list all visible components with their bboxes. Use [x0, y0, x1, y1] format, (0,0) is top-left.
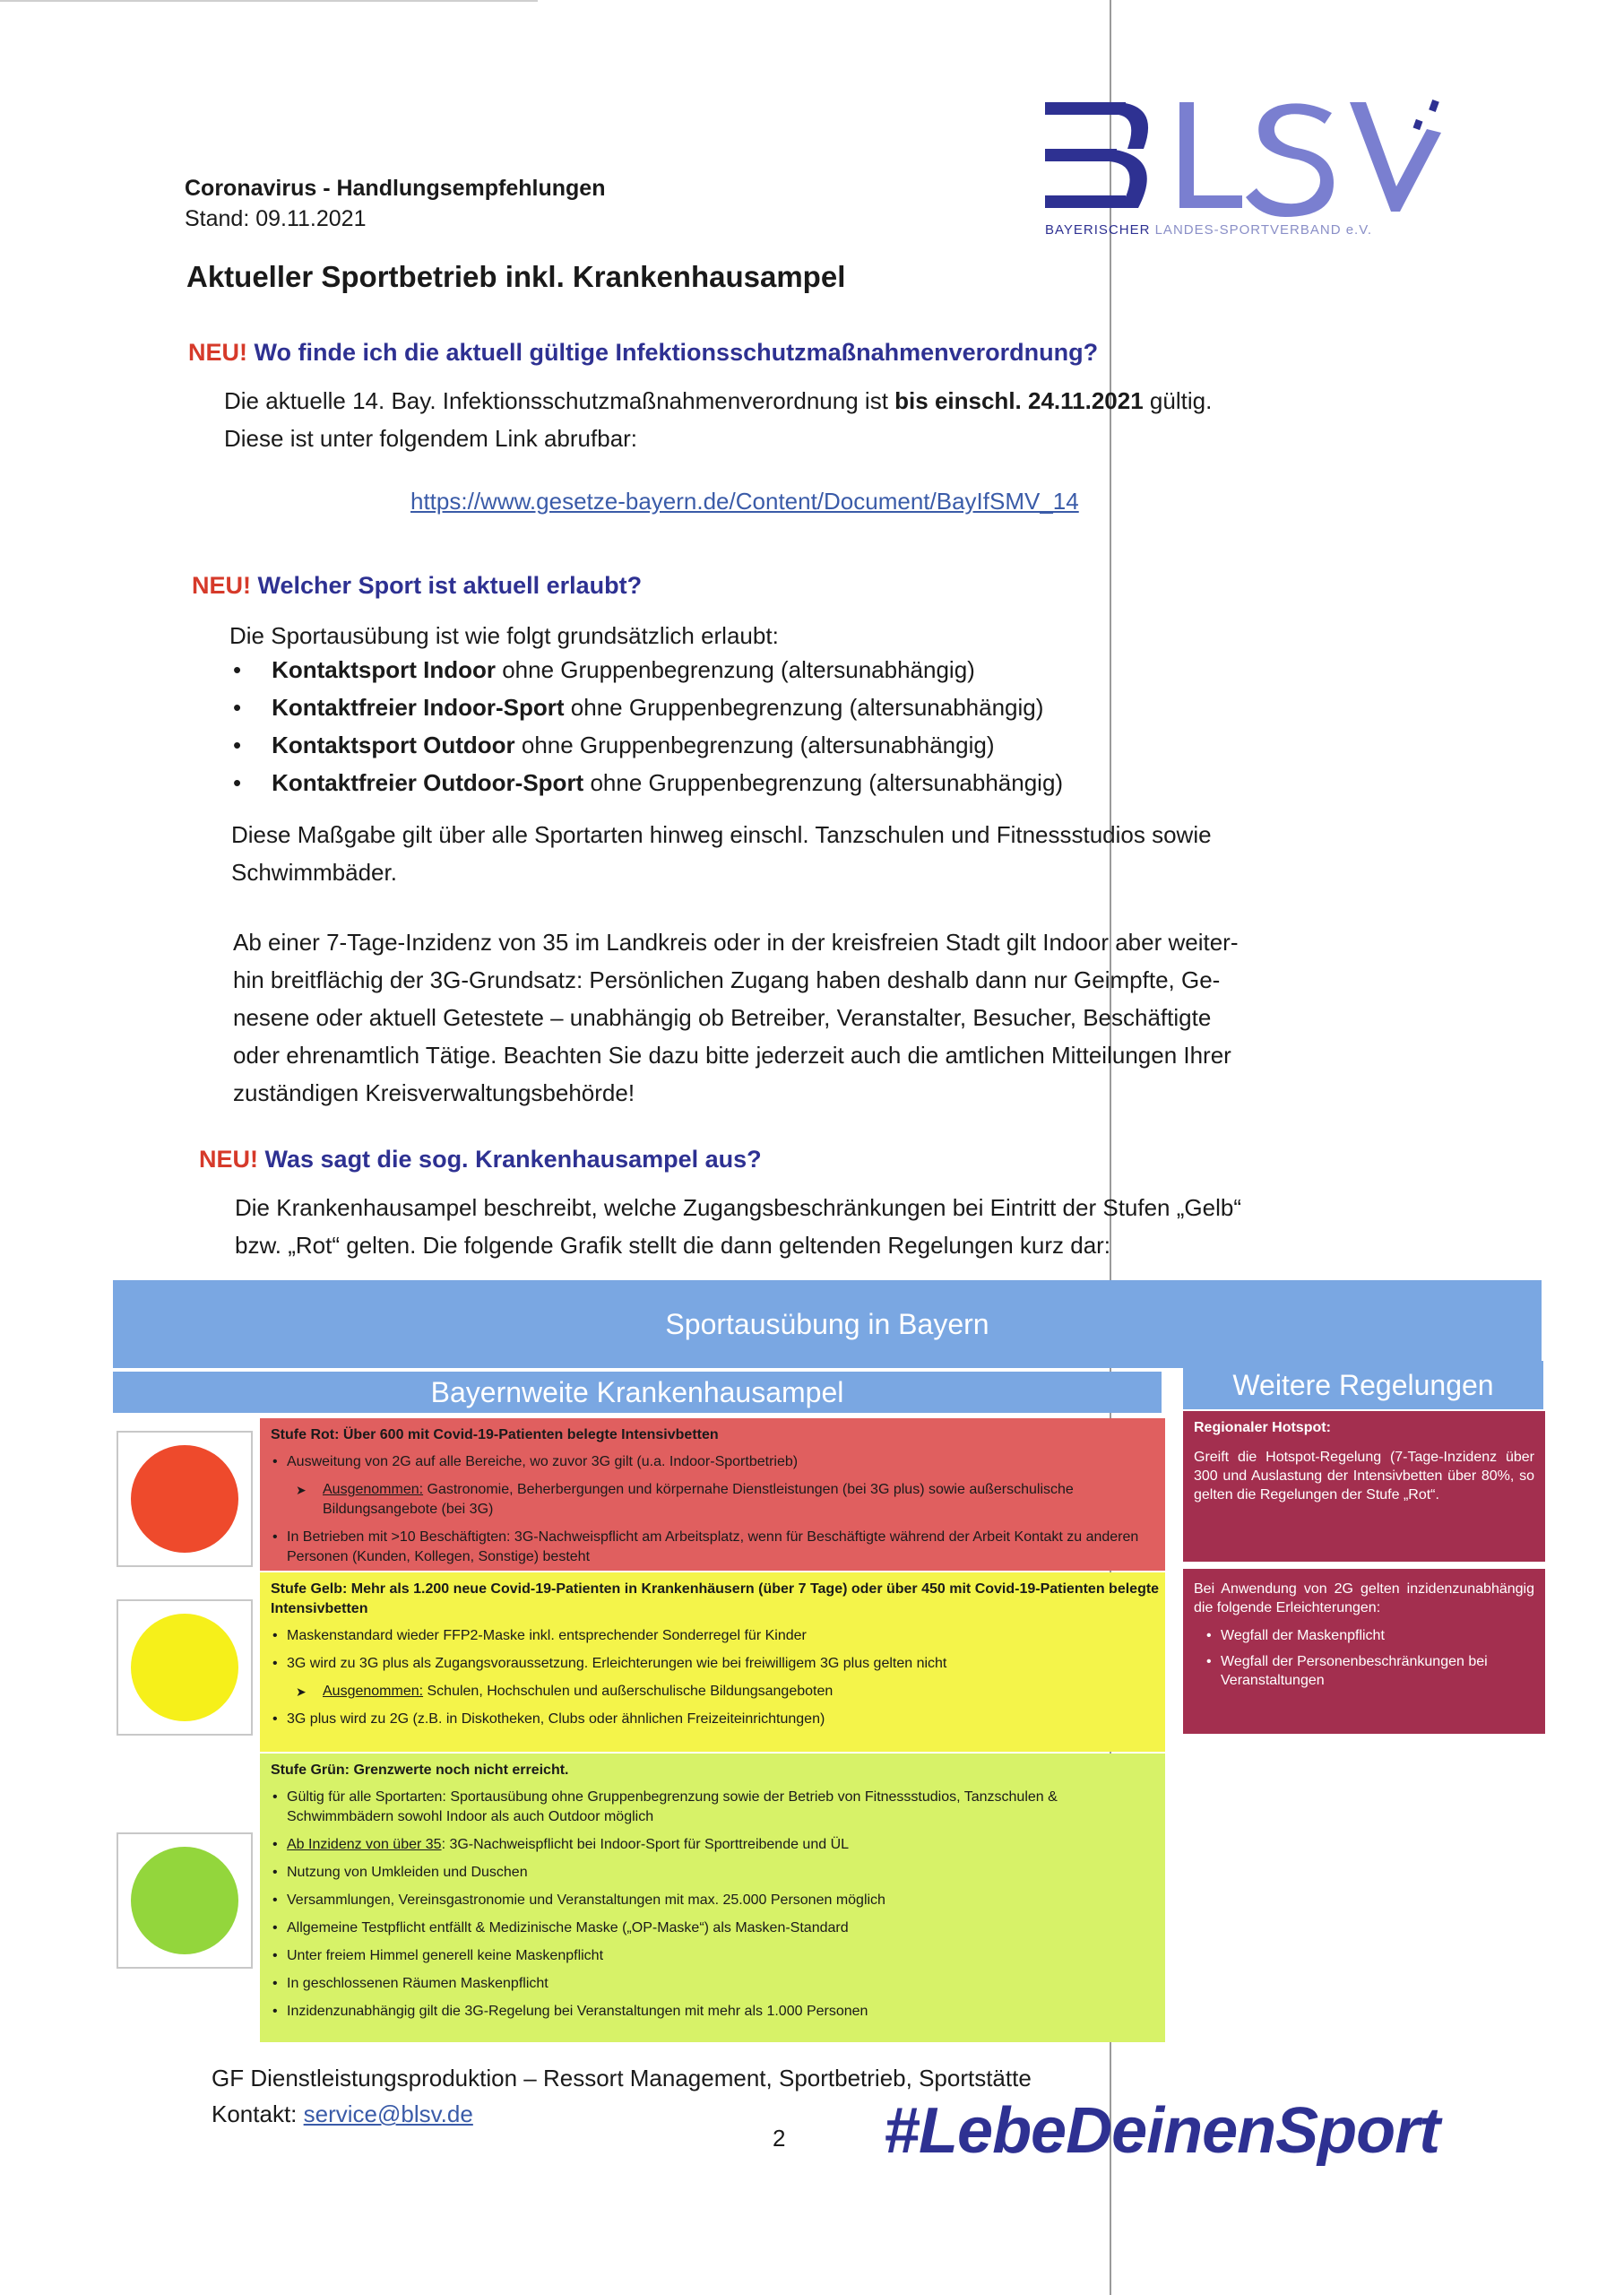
stufe-rot-panel [260, 1418, 1165, 1571]
list-item: ➤ Ausgenommen: Gastronomie, Beherbergungen und körpernahe Dienstleistungen (bei 3G plus) sowie außerschulische Bildungsangebote (bei 3G) [260, 1480, 1165, 1520]
list-item: ➤ Ausgenommen: Schulen, Hochschulen und außerschulische Bildungsangeboten [260, 1682, 1165, 1702]
ampel-header: Bayernweite Krankenhausampel [113, 1372, 1162, 1413]
hotspot-title: Regionaler Hotspot: [1194, 1420, 1331, 1435]
document-date: Stand: 09.11.2021 [185, 206, 367, 231]
list-item: • Wegfall der Maskenpflicht [1221, 1626, 1534, 1645]
red-light-box [117, 1431, 253, 1567]
green-light-icon [131, 1847, 238, 1954]
ifsmv-link[interactable]: https://www.gesetze-bayern.de/Content/Document/BayIfSMV_14 [410, 488, 1079, 515]
list-item: • Kontaktsport Indoor ohne Gruppenbegrenzung (altersunabhängig) [233, 656, 975, 683]
question-1: NEU! Wo finde ich die aktuell gültige Infektionsschutzmaßnahmenverordnung? [188, 339, 1099, 366]
page-number: 2 [773, 2125, 786, 2152]
list-item: • Ausweitung von 2G auf alle Bereiche, wo zuvor 3G gilt (u.a. Indoor-Sportbetrieb) [287, 1452, 1165, 1472]
sport-bullet-list [233, 651, 1064, 801]
question-3: NEU! Was sagt die sog. Krankenhausampel aus? [199, 1146, 762, 1173]
list-item: • Ab Inzidenz von über 35: 3G-Nachweispflicht bei Indoor-Sport für Sporttreibende und ÜL [287, 1835, 1165, 1855]
contact-email-link[interactable]: service@blsv.de [303, 2100, 473, 2127]
list-item: • Kontaktfreier Outdoor-Sport ohne Gruppenbegrenzung (altersunabhängig) [233, 769, 1064, 796]
footer-department: GF Dienstleistungsproduktion – Ressort Management, Sportbetrieb, Sportstätte [212, 2065, 1032, 2091]
red-light-icon [131, 1445, 238, 1553]
logo-subtitle: BAYERISCHER LANDES-SPORTVERBAND e.V. [1045, 222, 1373, 238]
list-item: • Allgemeine Testpflicht entfällt & Medizinische Maske („OP-Maske“) als Masken-Standard [287, 1918, 1165, 1938]
stufe-gruen-panel [260, 1754, 1165, 2042]
question-2: NEU! Welcher Sport ist aktuell erlaubt? [192, 572, 643, 599]
hotspot-text: Greift die Hotspot-Regelung (7-Tage-Inzidenz über 300 und Auslastung der Intensivbetten über 80%, so gelten die Regelungen der Stufe „Rot“. [1194, 1450, 1534, 1503]
document-title: Coronavirus - Handlungsempfehlungen [185, 176, 606, 201]
green-light-box [117, 1832, 253, 1969]
list-item: • Wegfall der Personenbeschränkungen bei Veranstaltungen [1221, 1652, 1534, 1690]
stufe-rot-title: Stufe Rot: Über 600 mit Covid-19-Patienten belegte Intensivbetten [271, 1427, 719, 1442]
q1-answer: Die aktuelle 14. Bay. Infektionsschutzmaßnahmenverordnung ist bis einschl. 24.11.2021 gültig. Diese ist unter folgendem Link abrufbar: [224, 387, 1213, 452]
list-item: • In Betrieben mit >10 Beschäftigten: 3G-Nachweispflicht am Arbeitsplatz, wenn für Beschäftigte während der Arbeit Kontakt zu anderen Personen (Kunden, Kollegen, Sonstige) besteht [287, 1528, 1165, 1567]
q3-answer: Die Krankenhausampel beschreibt, welche Zugangsbeschränkungen bei Eintritt der Stufen „Gelb“ bzw. „Rot“ gelten. Die folgende Grafik stellt die dann geltenden Regelungen kurz dar: [235, 1194, 1241, 1259]
q2-paragraph-2: Ab einer 7-Tage-Inzidenz von 35 im Landkreis oder in der kreisfreien Stadt gilt Indoor aber weiter- hin breitflächig der 3G-Grundsatz: Persönlichen Zugang haben deshalb dann nur Geimpfte, Ge- nesene oder aktuell Getestete – unabhängig ob Betreiber, Veranstalter, Besucher, Beschäftigte oder ehrenamtlich Tätige. Beachten Sie dazu bitte jederzeit auch die amtlichen Mitteilungen Ihrer zuständigen Kreisverwaltungsbehörde! [233, 929, 1239, 1106]
stufe-gruen-title: Stufe Grün: Grenzwerte noch nicht erreicht. [271, 1762, 569, 1778]
hotspot-panel [1183, 1411, 1545, 1562]
twog-panel [1183, 1569, 1545, 1734]
graphic-banner: Sportausübung in Bayern [113, 1280, 1542, 1368]
list-item: • Gültig für alle Sportarten: Sportausübung ohne Gruppenbegrenzung sowie der Betrieb von Fitnessstudios, Tanzschulen & Schwimmbädern sowohl Indoor als auch Outdoor möglich [287, 1788, 1165, 1827]
footer-contact: Kontakt: service@blsv.de [212, 2100, 473, 2127]
stufe-gelb-panel [260, 1572, 1165, 1752]
main-title: Aktueller Sportbetrieb inkl. Krankenhausampel [186, 260, 846, 293]
list-item: • 3G plus wird zu 2G (z.B. in Diskotheken, Clubs oder ähnlichen Freizeiteinrichtungen) [287, 1710, 1165, 1729]
list-item: • Inzidenzunabhängig gilt die 3G-Regelung bei Veranstaltungen mit mehr als 1.000 Personen [287, 2002, 1165, 2022]
weitere-regelungen-header: Weitere Regelungen [1183, 1361, 1543, 1409]
list-item: • Unter freiem Himmel generell keine Maskenpflicht [287, 1946, 1165, 1966]
twog-text: Bei Anwendung von 2G gelten inzidenzunabhängig die folgende Erleichterungen: [1194, 1581, 1534, 1615]
neu-badge: NEU! [188, 339, 247, 366]
q2-intro: Die Sportausübung ist wie folgt grundsätzlich erlaubt: [229, 622, 779, 649]
list-item: • Versammlungen, Vereinsgastronomie und Veranstaltungen mit max. 25.000 Personen möglich [287, 1891, 1165, 1910]
list-item: • Kontaktfreier Indoor-Sport ohne Gruppenbegrenzung (altersunabhängig) [233, 694, 1044, 721]
q2-paragraph-1: Diese Maßgabe gilt über alle Sportarten hinweg einschl. Tanzschulen und Fitnessstudios sowie Schwimmbäder. [231, 821, 1212, 886]
list-item: • In geschlossenen Räumen Maskenpflicht [287, 1974, 1165, 1994]
list-item: • Kontaktsport Outdoor ohne Gruppenbegrenzung (altersunabhängig) [233, 732, 995, 758]
yellow-light-box [117, 1599, 253, 1736]
hashtag-logo: #LebeDeinenSport [884, 2095, 1440, 2167]
list-item: • Nutzung von Umkleiden und Duschen [287, 1863, 1165, 1883]
scan-edge-line [0, 0, 538, 2]
list-item: • 3G wird zu 3G plus als Zugangsvoraussetzung. Erleichterungen wie bei freiwilligem 3G plus gelten nicht [287, 1654, 1165, 1674]
list-item: • Maskenstandard wieder FFP2-Maske inkl. entsprechender Sonderregel für Kinder [287, 1626, 1165, 1646]
yellow-light-icon [131, 1614, 238, 1721]
stufe-gelb-title: Stufe Gelb: Mehr als 1.200 neue Covid-19-Patienten in Krankenhäusern (über 7 Tage) oder über 450 mit Covid-19-Patienten belegte Intensivbetten [271, 1581, 1160, 1616]
blsv-logo [1045, 93, 1448, 219]
